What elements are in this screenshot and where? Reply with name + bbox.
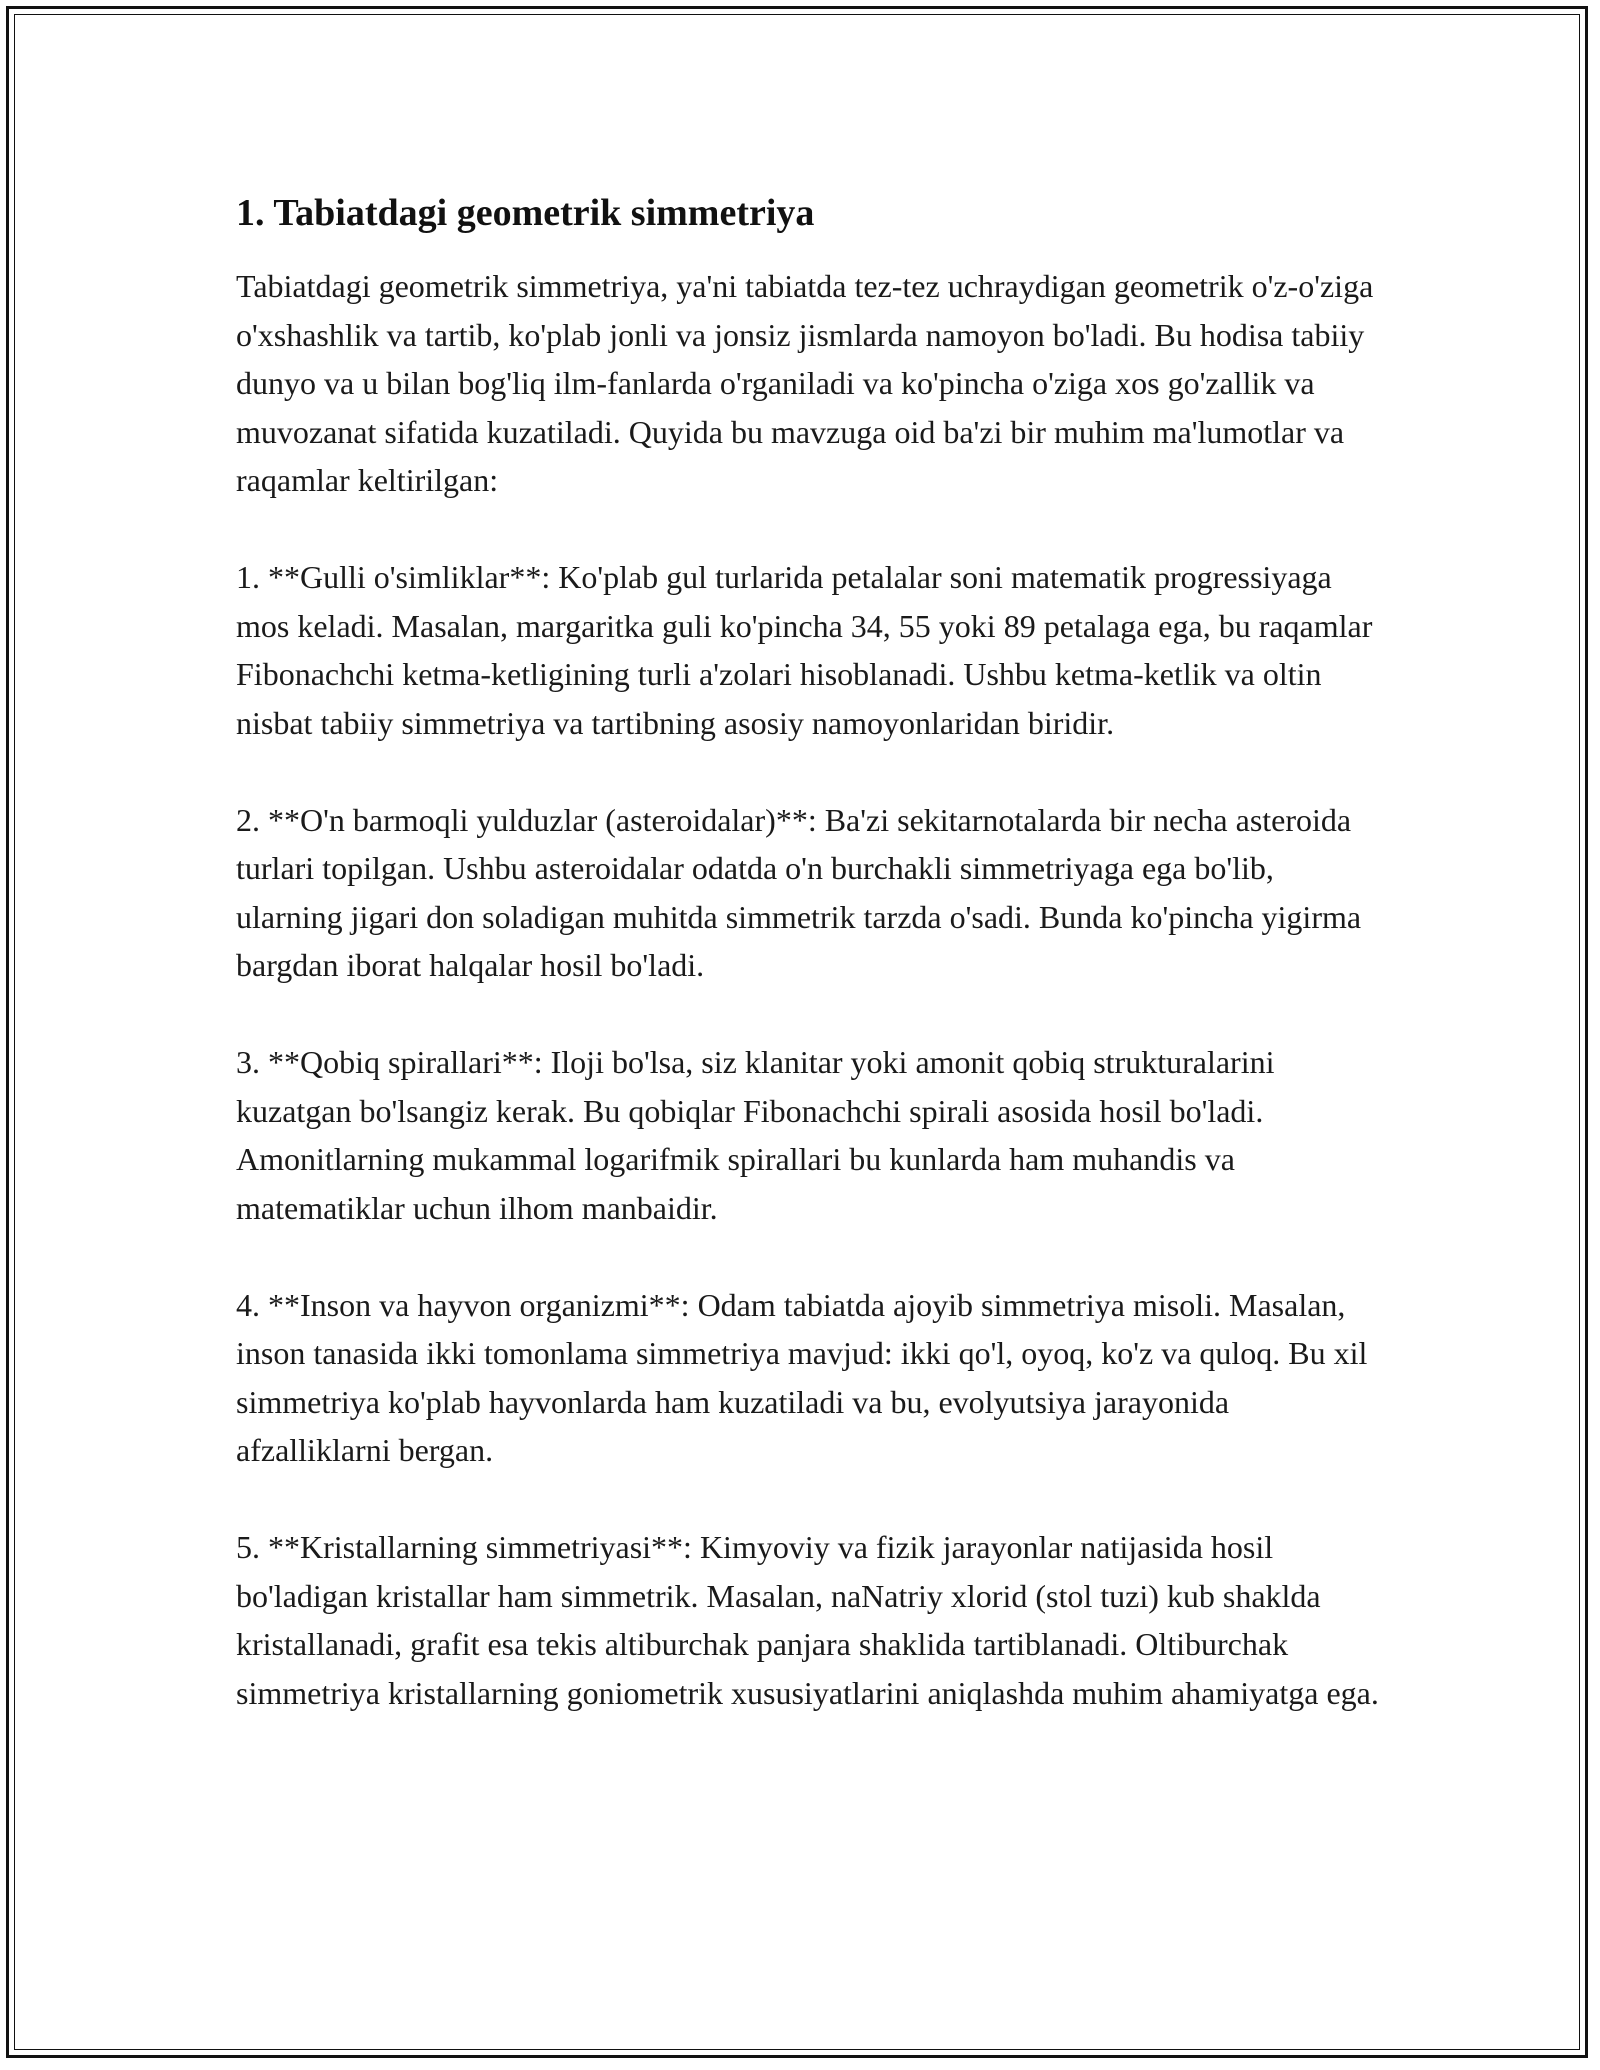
document-title: 1. Tabiatdagi geometrik simmetriya: [236, 192, 815, 234]
section-flowering-plants: 1. **Gulli o'simliklar**: Ko'plab gul turlarida petalalar soni matematik progressiyaga mos keladi. Masalan, margaritka guli ko'pincha 34, 55 yoki 89 petalaga ega, bu raqamlar Fibonachchi ketma-ketligining turli a'zolari hisoblanadi. Ushbu ketma-ketlik va oltin nisbat tabiiy simmetriya va tartibning asosiy namoyonlaridan biridir.: [236, 559, 1373, 741]
section-crystal-symmetry: 5. **Kristallarning simmetriyasi**: Kimyoviy va fizik jarayonlar natijasida hosil bo'ladigan kristallar ham simmetrik. Masalan, naNatriy xlorid (stol tuzi) kub shaklda kristallanadi, grafit esa tekis altiburchak panjara shaklida tartiblanadi. Oltiburchak simmetriya kristallarning goniometrik xususiyatlarini aniqlashda muhim ahamiyatga ega.: [236, 1529, 1379, 1711]
section-shell-spirals: 3. **Qobiq spirallari**: Iloji bo'lsa, siz klanitar yoki amonit qobiq strukturalarini kuzatgan bo'lsangiz kerak. Bu qobiqlar Fibonachchi spirali asosida hosil bo'ladi. Amonitlarning mukammal logarifmik spirallari bu kunlarda ham muhandis va matematiklar uchun ilhom manbaidir.: [236, 1044, 1275, 1226]
intro-paragraph: Tabiatdagi geometrik simmetriya, ya'ni tabiatda tez-tez uchraydigan geometrik o'z-o'ziga o'xshashlik va tartib, ko'plab jonli va jonsiz jismlarda namoyon bo'ladi. Bu hodisa tabiiy dunyo va u bilan bog'liq ilm-fanlarda o'rganiladi va ko'pincha o'ziga xos go'zallik va muvozanat sifatida kuzatiladi. Quyida bu mavzuga oid ba'zi bir muhim ma'lumotlar va raqamlar keltirilgan:: [236, 268, 1374, 498]
section-human-animal-organism: 4. **Inson va hayvon organizmi**: Odam tabiatda ajoyib simmetriya misoli. Masalan, inson tanasida ikki tomonlama simmetriya mavjud: ikki qo'l, oyoq, ko'z va quloq. Bu xil simmetriya ko'plab hayvonlarda ham kuzatiladi va bu, evolyutsiya jarayonida afzalliklarni bergan.: [236, 1286, 1368, 1468]
document-body: [236, 188, 1386, 1766]
section-ten-armed-stars: 2. **O'n barmoqli yulduzlar (asteroidalar)**: Ba'zi sekitarnotalarda bir necha asteroida turlari topilgan. Ushbu asteroidalar odatda o'n burchakli simmetriyaga ega bo'lib, ularning jigari don soladigan muhitda simmetrik tarzda o'sadi. Bunda ko'pincha yigirma bargdan iborat halqalar hosil bo'ladi.: [236, 801, 1362, 983]
